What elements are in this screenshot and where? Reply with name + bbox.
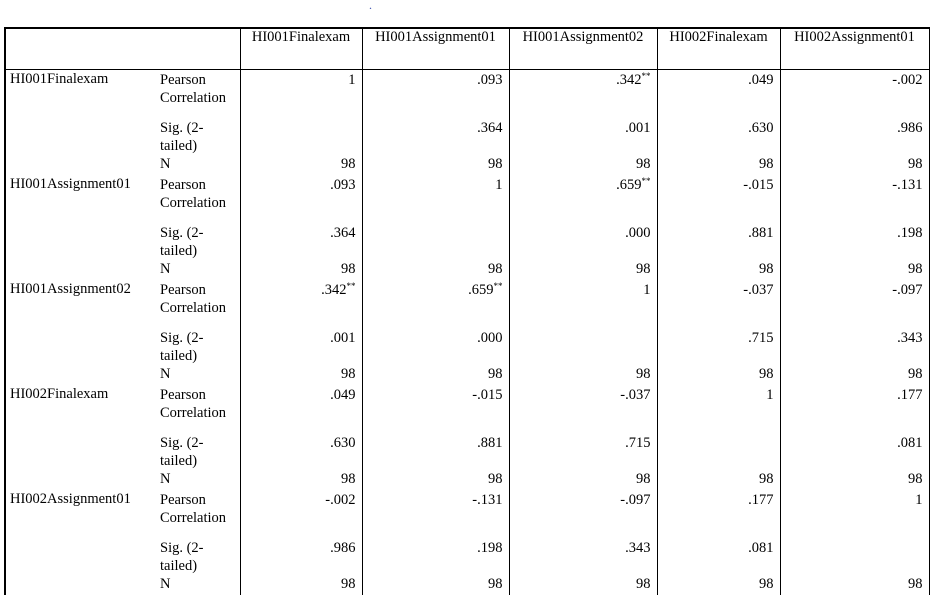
correlation-value: .093 bbox=[477, 72, 503, 88]
sig-value: .630 bbox=[240, 434, 362, 470]
pearson-row bbox=[5, 280, 929, 329]
pearson-value bbox=[780, 490, 929, 539]
column-header: HI002Assignment01 bbox=[780, 28, 929, 70]
n-value: 98 bbox=[657, 365, 780, 385]
stat-label-pearson: Pearson Correlation bbox=[160, 177, 227, 211]
sig-value: .715 bbox=[657, 329, 780, 365]
stray-marker: . bbox=[369, 0, 372, 12]
variable-label: HI002Finalexam bbox=[10, 386, 109, 402]
pearson-value bbox=[657, 490, 780, 539]
pearson-value bbox=[509, 385, 657, 434]
correlation-value: .049 bbox=[330, 387, 356, 403]
pearson-value bbox=[362, 70, 509, 120]
correlations-table bbox=[4, 27, 930, 595]
pearson-value bbox=[780, 385, 929, 434]
significance-marker: ** bbox=[346, 281, 356, 291]
correlation-value: .049 bbox=[748, 72, 774, 88]
column-header: HI001Assignment01 bbox=[362, 28, 509, 70]
sig-value: .986 bbox=[240, 539, 362, 575]
n-value: 98 bbox=[657, 260, 780, 280]
stat-label-n: N bbox=[160, 576, 171, 592]
n-value: 98 bbox=[780, 575, 929, 595]
pearson-value bbox=[240, 385, 362, 434]
stat-label-n: N bbox=[160, 366, 171, 382]
sig-value: .881 bbox=[362, 434, 509, 470]
n-value: 98 bbox=[657, 470, 780, 490]
stat-label-n: N bbox=[160, 471, 171, 487]
n-value: 98 bbox=[509, 365, 657, 385]
n-value: 98 bbox=[362, 575, 509, 595]
sig-value: .986 bbox=[780, 119, 929, 155]
sig-value: .630 bbox=[657, 119, 780, 155]
correlation-value: .342 bbox=[616, 72, 642, 88]
sig-value bbox=[240, 119, 362, 155]
corner-cell bbox=[5, 28, 157, 70]
pearson-value bbox=[780, 280, 929, 329]
significance-marker: ** bbox=[493, 281, 503, 291]
pearson-row bbox=[5, 70, 929, 120]
correlation-value: 1 bbox=[348, 72, 356, 88]
stat-label-sig: Sig. (2-tailed) bbox=[160, 540, 204, 574]
correlation-value: .659 bbox=[468, 282, 494, 298]
n-value: 98 bbox=[362, 260, 509, 280]
sig-value: .881 bbox=[657, 224, 780, 260]
n-value: 98 bbox=[509, 155, 657, 175]
sig-value bbox=[780, 539, 929, 575]
correlation-value: .659 bbox=[616, 177, 642, 193]
n-value: 98 bbox=[240, 365, 362, 385]
sig-value bbox=[362, 224, 509, 260]
n-value: 98 bbox=[362, 155, 509, 175]
correlation-value: -.037 bbox=[743, 282, 774, 298]
n-value: 98 bbox=[509, 470, 657, 490]
column-header: HI002Finalexam bbox=[657, 28, 780, 70]
n-value: 98 bbox=[240, 575, 362, 595]
stat-label-pearson: Pearson Correlation bbox=[160, 282, 227, 316]
pearson-value bbox=[657, 280, 780, 329]
pearson-value bbox=[362, 175, 509, 224]
pearson-value bbox=[657, 385, 780, 434]
correlation-value: 1 bbox=[495, 177, 503, 193]
pearson-row bbox=[5, 490, 929, 539]
correlation-value: -.097 bbox=[892, 282, 923, 298]
correlation-value: -.131 bbox=[892, 177, 923, 193]
correlation-value: -.015 bbox=[472, 387, 503, 403]
sig-value: .081 bbox=[657, 539, 780, 575]
correlation-value: .342 bbox=[321, 282, 347, 298]
correlation-value: 1 bbox=[915, 492, 923, 508]
stat-label-sig: Sig. (2-tailed) bbox=[160, 330, 204, 364]
correlation-value: .177 bbox=[897, 387, 923, 403]
pearson-value bbox=[240, 70, 362, 120]
correlation-value: -.131 bbox=[472, 492, 503, 508]
pearson-value bbox=[509, 490, 657, 539]
correlation-value: -.097 bbox=[620, 492, 651, 508]
n-value: 98 bbox=[780, 470, 929, 490]
correlation-value: -.015 bbox=[743, 177, 774, 193]
correlation-value: 1 bbox=[643, 282, 651, 298]
header-row bbox=[5, 28, 929, 70]
pearson-value bbox=[240, 490, 362, 539]
n-value: 98 bbox=[780, 365, 929, 385]
sig-value: .000 bbox=[509, 224, 657, 260]
pearson-value bbox=[362, 280, 509, 329]
stat-label-n: N bbox=[160, 156, 171, 172]
sig-value: .198 bbox=[780, 224, 929, 260]
column-header: HI001Assignment02 bbox=[509, 28, 657, 70]
correlation-value: 1 bbox=[766, 387, 774, 403]
n-value: 98 bbox=[362, 365, 509, 385]
pearson-value bbox=[780, 175, 929, 224]
significance-marker: ** bbox=[641, 176, 651, 186]
pearson-value bbox=[362, 385, 509, 434]
stat-label-pearson: Pearson Correlation bbox=[160, 387, 227, 421]
sig-value: .198 bbox=[362, 539, 509, 575]
pearson-value bbox=[362, 490, 509, 539]
n-value: 98 bbox=[240, 470, 362, 490]
corner-cell-stat bbox=[157, 28, 240, 70]
pearson-row bbox=[5, 385, 929, 434]
n-value: 98 bbox=[509, 260, 657, 280]
pearson-value bbox=[657, 70, 780, 120]
stat-label-n: N bbox=[160, 261, 171, 277]
correlation-value: -.002 bbox=[892, 72, 923, 88]
sig-value: .081 bbox=[780, 434, 929, 470]
pearson-value bbox=[509, 70, 657, 120]
correlation-value: -.037 bbox=[620, 387, 651, 403]
n-value: 98 bbox=[780, 260, 929, 280]
variable-label: HI001Assignment01 bbox=[10, 176, 131, 192]
n-value: 98 bbox=[240, 260, 362, 280]
sig-value: .364 bbox=[362, 119, 509, 155]
n-value: 98 bbox=[657, 575, 780, 595]
sig-value: .343 bbox=[509, 539, 657, 575]
sig-value: .364 bbox=[240, 224, 362, 260]
n-value: 98 bbox=[509, 575, 657, 595]
sig-value: .001 bbox=[509, 119, 657, 155]
stat-label-sig: Sig. (2-tailed) bbox=[160, 435, 204, 469]
correlation-value: .093 bbox=[330, 177, 356, 193]
pearson-value bbox=[240, 175, 362, 224]
pearson-value bbox=[780, 70, 929, 120]
variable-label: HI001Finalexam bbox=[10, 71, 109, 87]
correlation-value: -.002 bbox=[325, 492, 356, 508]
n-value: 98 bbox=[657, 155, 780, 175]
sig-value: .001 bbox=[240, 329, 362, 365]
sig-value bbox=[509, 329, 657, 365]
sig-value bbox=[657, 434, 780, 470]
n-value: 98 bbox=[240, 155, 362, 175]
stat-label-sig: Sig. (2-tailed) bbox=[160, 120, 204, 154]
n-value: 98 bbox=[362, 470, 509, 490]
sig-value: .343 bbox=[780, 329, 929, 365]
significance-marker: ** bbox=[641, 71, 651, 81]
column-header: HI001Finalexam bbox=[240, 28, 362, 70]
n-value: 98 bbox=[780, 155, 929, 175]
pearson-row bbox=[5, 175, 929, 224]
variable-label: HI002Assignment01 bbox=[10, 491, 131, 507]
pearson-value bbox=[509, 175, 657, 224]
sig-value: .000 bbox=[362, 329, 509, 365]
stat-label-pearson: Pearson Correlation bbox=[160, 492, 227, 526]
stat-label-sig: Sig. (2-tailed) bbox=[160, 225, 204, 259]
pearson-value bbox=[657, 175, 780, 224]
pearson-value bbox=[240, 280, 362, 329]
correlation-value: .177 bbox=[748, 492, 774, 508]
stat-label-pearson: Pearson Correlation bbox=[160, 72, 227, 106]
sig-value: .715 bbox=[509, 434, 657, 470]
variable-label: HI001Assignment02 bbox=[10, 281, 131, 297]
pearson-value bbox=[509, 280, 657, 329]
